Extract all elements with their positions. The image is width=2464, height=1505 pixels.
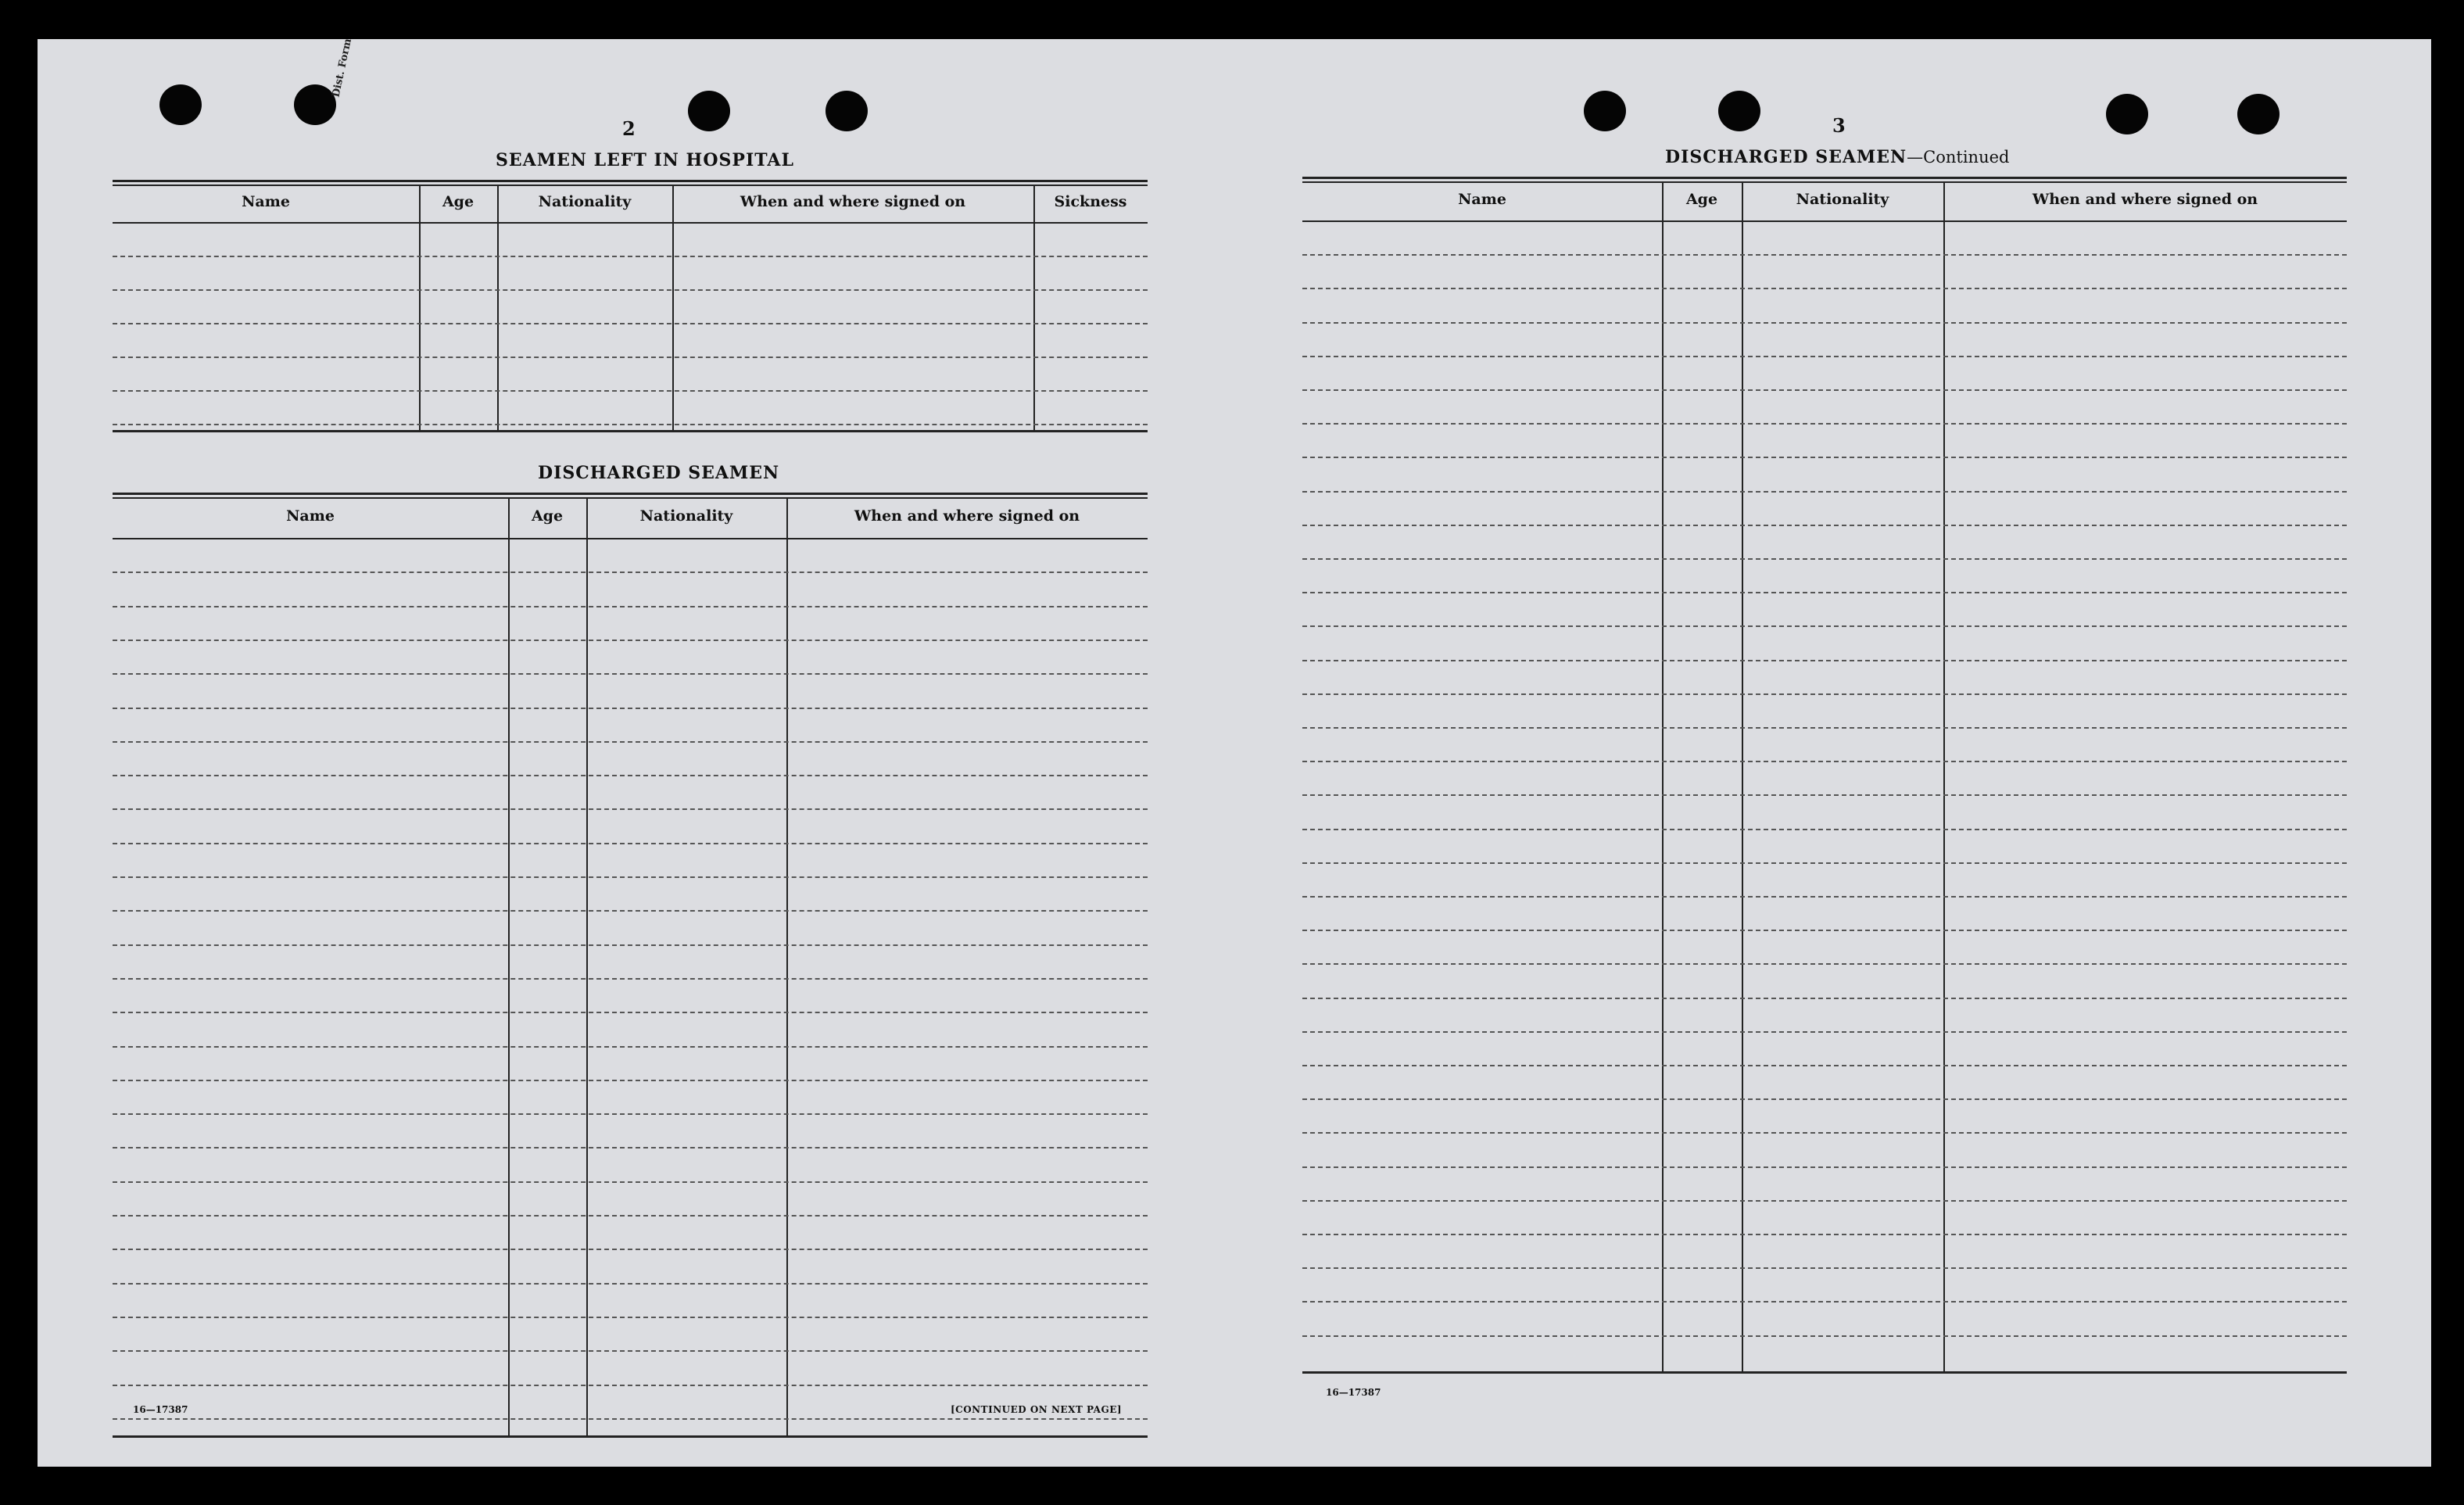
table-row	[113, 390, 1148, 392]
table-row	[113, 843, 1148, 844]
column-header: When and where signed on	[740, 193, 966, 210]
table-row	[113, 741, 1148, 743]
table-row	[113, 1249, 1148, 1250]
table-row	[1302, 1301, 2347, 1303]
column-divider	[1033, 185, 1035, 432]
table-header-rule	[113, 222, 1148, 224]
table-row	[113, 1012, 1148, 1013]
column-divider	[786, 497, 788, 1437]
table-row	[1302, 660, 2347, 661]
table-top-rule	[113, 493, 1148, 495]
table-row	[1302, 896, 2347, 898]
table-bottom-rule	[1302, 1371, 2347, 1374]
column-header: Nationality	[639, 507, 733, 525]
column-divider	[497, 185, 499, 432]
table-row	[1302, 389, 2347, 391]
table-row	[1302, 829, 2347, 830]
table-row	[1302, 491, 2347, 493]
table-row	[1302, 963, 2347, 965]
column-header: Nationality	[538, 193, 632, 210]
table-top-rule	[113, 497, 1148, 499]
table-row	[1302, 525, 2347, 526]
table-bottom-rule	[113, 430, 1148, 432]
punch-hole	[826, 91, 868, 131]
punch-hole	[1584, 91, 1626, 131]
table-row	[113, 944, 1148, 946]
table-row	[113, 978, 1148, 980]
table-row	[1302, 254, 2347, 256]
discharged-continued-title	[1665, 147, 2009, 167]
column-header: Sickness	[1054, 193, 1127, 210]
table-row	[113, 323, 1148, 324]
column-header: Age	[531, 507, 564, 525]
table-row	[1302, 288, 2347, 289]
table-row	[113, 1181, 1148, 1183]
table-row	[1302, 1065, 2347, 1066]
table-row	[1302, 1267, 2347, 1269]
column-header: Name	[286, 507, 335, 525]
table-row	[1302, 625, 2347, 627]
table-row	[1302, 457, 2347, 458]
column-header: Age	[1685, 191, 1718, 208]
table-row	[113, 1046, 1148, 1048]
form-number-left: 16—17387	[133, 1404, 188, 1415]
table-row	[1302, 1335, 2347, 1337]
continued-note: [CONTINUED ON NEXT PAGE]	[951, 1404, 1123, 1415]
column-header: Age	[442, 193, 475, 210]
table-top-rule	[113, 180, 1148, 182]
page-number-right: 3	[1832, 114, 1846, 137]
table-header-rule	[1302, 220, 2347, 222]
form-number-right: 16—17387	[1326, 1387, 1381, 1398]
table-row	[113, 708, 1148, 709]
table-row	[113, 606, 1148, 607]
table-row	[113, 1317, 1148, 1318]
table-row	[113, 256, 1148, 257]
table-row	[113, 640, 1148, 641]
column-header: Name	[1458, 191, 1506, 208]
table-row	[1302, 794, 2347, 796]
column-header: When and where signed on	[2032, 191, 2258, 208]
column-divider	[1742, 181, 1743, 1373]
table-row	[113, 1385, 1148, 1386]
table-row	[113, 424, 1148, 425]
table-row	[113, 572, 1148, 573]
punch-hole	[1718, 91, 1760, 131]
table-row	[1302, 693, 2347, 695]
table-row	[1302, 761, 2347, 762]
punch-hole	[688, 91, 730, 131]
table-row	[113, 1283, 1148, 1285]
column-divider	[672, 185, 674, 432]
table-row	[1302, 322, 2347, 324]
column-divider	[586, 497, 588, 1437]
column-header: When and where signed on	[854, 507, 1080, 525]
column-divider	[508, 497, 510, 1437]
column-header: Name	[242, 193, 290, 210]
table-top-rule	[1302, 181, 2347, 183]
table-row	[1302, 1234, 2347, 1235]
table-row	[1302, 1166, 2347, 1168]
stamp-mark: Dist. Form	[330, 37, 354, 99]
punch-hole	[2106, 94, 2148, 134]
table-row	[1302, 423, 2347, 425]
table-row	[1302, 998, 2347, 999]
table-row	[113, 1080, 1148, 1081]
table-row	[113, 1215, 1148, 1217]
table-row	[1302, 1200, 2347, 1202]
table-bottom-rule	[113, 1435, 1148, 1438]
table-row	[1302, 1031, 2347, 1033]
column-divider	[419, 185, 421, 432]
column-divider	[1662, 181, 1664, 1373]
table-row	[113, 876, 1148, 878]
table-row	[113, 357, 1148, 358]
table-row	[1302, 558, 2347, 560]
punch-hole	[2237, 94, 2280, 134]
page-number-left: 2	[622, 117, 636, 140]
column-header: Nationality	[1796, 191, 1889, 208]
discharged-continued-table	[1302, 177, 2347, 1384]
table-row	[113, 808, 1148, 810]
table-row	[113, 1147, 1148, 1148]
table-row	[1302, 592, 2347, 593]
table-row	[1302, 727, 2347, 729]
column-divider	[1943, 181, 1945, 1373]
table-row	[1302, 1098, 2347, 1100]
table-row	[1302, 862, 2347, 864]
table-row	[113, 1113, 1148, 1115]
punch-hole	[294, 84, 336, 125]
discharged-table	[113, 493, 1148, 1398]
table-top-rule	[1302, 177, 2347, 179]
table-row	[113, 1350, 1148, 1352]
discharged-section-title: DISCHARGED SEAMEN	[538, 463, 780, 483]
table-header-rule	[113, 538, 1148, 539]
discharged-continued-title-suffix: —Continued	[1907, 148, 2010, 167]
table-row	[113, 910, 1148, 912]
hospital-table	[113, 180, 1148, 482]
table-top-rule	[113, 185, 1148, 186]
discharged-continued-title-main: DISCHARGED SEAMEN	[1665, 147, 1907, 167]
table-row	[113, 1418, 1148, 1420]
punch-hole	[159, 84, 202, 125]
table-row	[113, 775, 1148, 776]
hospital-section-title: SEAMEN LEFT IN HOSPITAL	[496, 150, 794, 170]
table-row	[1302, 1132, 2347, 1134]
table-row	[113, 289, 1148, 291]
table-row	[1302, 930, 2347, 931]
document-sheet	[38, 39, 2431, 1467]
table-row	[1302, 356, 2347, 357]
table-row	[113, 673, 1148, 675]
